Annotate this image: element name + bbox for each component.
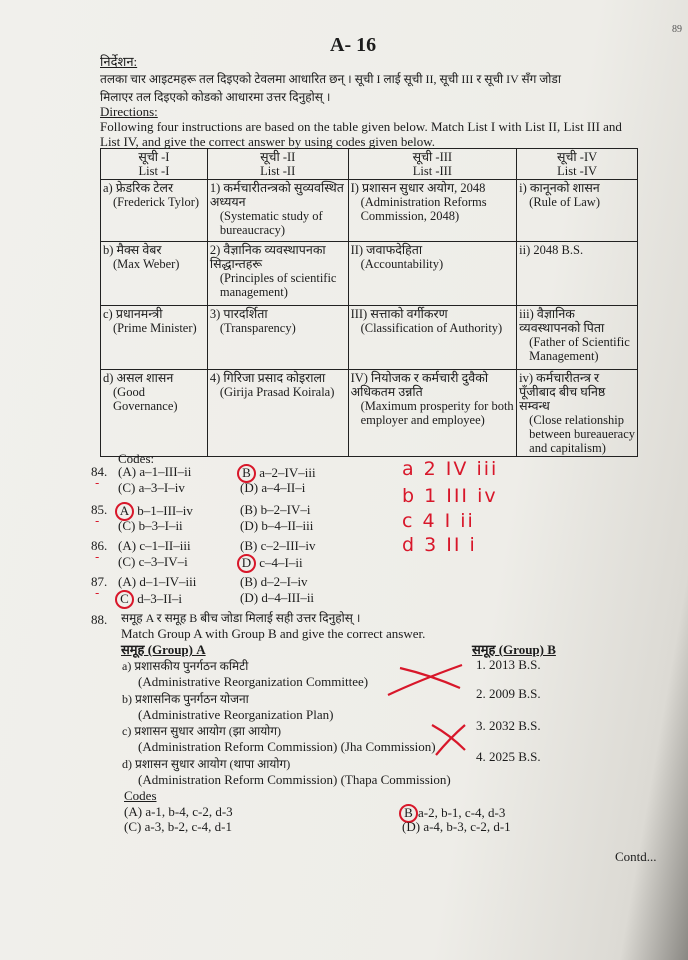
answer-option[interactable] (240, 538, 315, 554)
nepali-instruction-2: मिलाएर तल दिइएको कोडको आधारमा उत्तर दिनुहोस् । (100, 90, 331, 104)
group-a-item-en: (Administration Reform Commission) (Thapa Commission) (138, 771, 451, 787)
marked-option-letter: B (237, 464, 256, 483)
answer-option[interactable] (118, 574, 196, 590)
paren: ) (131, 464, 140, 479)
option-text: a–4–II–i (261, 480, 306, 495)
paren: ( (124, 819, 129, 834)
tick-mark: - (95, 550, 100, 564)
cell-np: 1) कर्मचारीतन्त्रको सुव्यवस्थित अध्ययन (209, 181, 344, 209)
option-text: a–3–I–iv (138, 480, 185, 495)
cell-en: (Good Governance) (113, 385, 178, 413)
header-np: सूची -IV (557, 150, 598, 164)
header-list-2 (207, 149, 348, 180)
table-cell (517, 370, 638, 457)
paren: ) (131, 518, 139, 533)
cell-en: (Max Weber) (113, 257, 180, 271)
header-en: List -II (260, 164, 296, 178)
answer-option[interactable] (240, 574, 308, 590)
answer-option[interactable] (240, 554, 303, 573)
paren: ( (124, 804, 129, 819)
option-text: d–1–IV–iii (139, 574, 197, 589)
paren: ( (240, 518, 245, 533)
paren: ) (253, 502, 261, 517)
header-np: सूची -III (412, 150, 453, 164)
option-letter: D (244, 480, 254, 495)
header-list-1 (101, 149, 208, 180)
cell-np: 2) वैज्ञानिक व्यवस्थापनका सिद्धान्तहरू (209, 243, 326, 271)
header-en: List -I (138, 164, 170, 178)
cell-np: I) प्रशासन सुधार अयोग, 2048 (350, 181, 486, 195)
paren: ( (118, 518, 123, 533)
option-letter: D (406, 819, 416, 834)
directions-heading: Directions: (100, 104, 158, 119)
option-text: c–1–II–iii (139, 538, 191, 553)
option-letter: D (244, 590, 254, 605)
cell-np: II) जवाफदेहिता (350, 243, 423, 257)
answer-option[interactable] (240, 502, 310, 518)
paren: ) (253, 574, 261, 589)
paren: ( (240, 480, 245, 495)
cell-np: i) कानूनको शासन (519, 181, 600, 195)
answer-option[interactable] (240, 480, 305, 496)
paren: ( (118, 554, 123, 569)
cell-np: ii) 2048 B.S. (519, 243, 584, 257)
table-row (101, 306, 638, 370)
table-cell (101, 370, 208, 457)
option-letter: B (244, 574, 254, 589)
table-cell (348, 306, 517, 370)
group-a-item-np: d) प्रशासन सुधार आयोग (थापा आयोग) (122, 756, 291, 771)
table-row (101, 180, 638, 242)
option-text: b–3–I–ii (138, 518, 183, 533)
cell-en: (Systematic study of bureaucracy) (219, 209, 323, 237)
table-cell (517, 180, 638, 242)
table-cell (348, 370, 517, 457)
table-cell (207, 306, 348, 370)
handwritten-note: d 3 II i (402, 534, 477, 556)
continued-label: Contd... (615, 849, 657, 864)
table-row (101, 370, 638, 457)
table-cell (348, 242, 517, 306)
group-b-item: 4. 2025 B.S. (476, 749, 541, 764)
paren: ( (240, 502, 245, 517)
group-a-item-np: a) प्रशासकीय पुनर्गठन कमिटी (122, 659, 249, 673)
paren: ) (253, 590, 262, 605)
answer-option[interactable] (124, 804, 233, 820)
answer-option[interactable] (240, 590, 314, 606)
codes-label: Codes: (118, 451, 155, 466)
paren: ) (137, 819, 145, 834)
table-cell (207, 242, 348, 306)
paren: ( (118, 464, 123, 479)
table-cell (101, 242, 208, 306)
cell-en: (Maximum prosperity for both employer and employee) (360, 399, 514, 427)
answer-option[interactable] (118, 554, 188, 570)
cell-np: IV) नियोजक र कर्मचारी दुवैको अधिकतम उन्नति (350, 371, 489, 399)
table-cell (348, 180, 517, 242)
table-header-row (101, 149, 638, 180)
group-b-item: 2. 2009 B.S. (476, 686, 541, 701)
page-corner-number: 89 (672, 24, 682, 35)
question-number: 85. (91, 502, 108, 517)
table-row (101, 242, 638, 306)
option-letter: C (122, 518, 132, 533)
cell-en: (Prime Minister) (113, 321, 197, 335)
option-letter: B (244, 502, 254, 517)
paren: ( (118, 574, 123, 589)
group-a-heading: समूह (Group) A (121, 642, 206, 657)
option-text: a-4, b-3, c-2, d-1 (423, 819, 511, 834)
nepali-instruction-1: तलका चार आइटमहरू तल दिइएको टेवलमा आधारित छन् । सूची I लाई सूची II, सूची III र सूची IV सँग जोडा (100, 72, 561, 86)
question-number: 86. (91, 538, 108, 553)
paren: ) (131, 574, 140, 589)
paren: ( (118, 480, 123, 495)
handwritten-cross-marks (380, 660, 480, 760)
cell-en: (Principles of scientific management) (219, 271, 337, 299)
q88-number: 88. (91, 612, 108, 627)
option-text: a–1–III–ii (139, 464, 192, 479)
option-letter: A (128, 804, 138, 819)
answer-option[interactable] (118, 590, 182, 609)
marked-option-letter: D (237, 554, 256, 573)
option-text: a–2–IV–iii (259, 465, 316, 480)
group-a-item-en: (Administration Reform Commission) (Jha Commission) (138, 739, 436, 754)
answer-option[interactable] (124, 819, 232, 835)
option-text: a-2, b-1, c-4, d-3 (418, 805, 506, 820)
nepali-heading: निर्देशन: (100, 54, 138, 69)
header-list-4 (517, 149, 638, 180)
paren: ) (415, 819, 424, 834)
table-cell (207, 180, 348, 242)
table-cell (101, 306, 208, 370)
tick-mark: - (95, 586, 100, 600)
paren: ( (240, 574, 245, 589)
marked-option-letter: B (399, 804, 418, 823)
cell-np: 3) पारदर्शिता (209, 307, 268, 321)
table-cell (101, 180, 208, 242)
q88-english: Match Group A with Group B and give the correct answer. (121, 626, 426, 641)
header-en: List -IV (557, 164, 598, 178)
question-number: 87. (91, 574, 108, 589)
paren: ( (240, 538, 245, 553)
cell-np: c) प्रधानमन्त्री (103, 307, 163, 321)
option-text: b–2–IV–i (260, 502, 311, 517)
option-text: b–1–III–iv (137, 503, 193, 518)
paren: ( (240, 590, 245, 605)
paren: ) (131, 480, 139, 495)
cell-en: (Rule of Law) (529, 195, 600, 209)
answer-option[interactable] (118, 518, 183, 534)
option-letter: C (128, 819, 138, 834)
directions-text-2: List IV, and give the correct answer by using codes given below. (100, 134, 436, 149)
cell-np: a) फ्रेडरिक टेलर (103, 181, 174, 195)
option-text: a-1, b-4, c-2, d-3 (145, 804, 233, 819)
answer-option[interactable] (118, 464, 191, 480)
option-letter: B (244, 538, 254, 553)
cell-np: iv) कर्मचारीतन्त्र र पूँजीबाद बीच घनिष्ठ सम्वन्ध (519, 371, 606, 413)
handwritten-note: a 2 IV iii (402, 458, 499, 480)
paren: ) (253, 518, 262, 533)
cell-en: (Girija Prasad Koirala) (219, 385, 335, 399)
directions-text-1: Following four instructions are based on the table given below. Match List I with List II, List III and (100, 119, 622, 134)
table-cell (517, 242, 638, 306)
option-text: d–3–II–i (137, 591, 183, 606)
option-text: d–2–I–iv (260, 574, 308, 589)
group-b-item: 1. 2013 B.S. (476, 657, 541, 672)
option-letter: A (122, 574, 132, 589)
cell-np: III) सत्ताको वर्गीकरण (350, 307, 448, 321)
cell-np: b) मैक्स वेबर (103, 243, 162, 257)
answer-option[interactable] (118, 538, 191, 554)
q88-nepali: समूह A र समूह B बीच जोडा मिलाई सही उत्तर दिनुहोस् । (121, 611, 361, 625)
cell-np: d) असल शासन (103, 371, 174, 385)
cell-en: (Administration Reforms Commission, 2048) (360, 195, 487, 223)
option-letter: C (122, 554, 132, 569)
cell-en: (Classification of Authority) (360, 321, 503, 335)
handwritten-note: c 4 I ii (402, 510, 475, 532)
cell-np: iii) वैज्ञानिक व्यवस्थापनको पिता (519, 307, 605, 335)
page-title: A- 16 (330, 34, 377, 56)
cell-en: (Accountability) (360, 257, 444, 271)
header-en: List -III (412, 164, 452, 178)
option-text: a-3, b-2, c-4, d-1 (144, 819, 232, 834)
table-cell (207, 370, 348, 457)
paren: ( (118, 538, 123, 553)
tick-mark: - (95, 514, 100, 528)
answer-option[interactable] (240, 518, 313, 534)
paren: ( (402, 819, 407, 834)
option-letter: A (122, 538, 132, 553)
marked-option-letter: C (115, 590, 134, 609)
cell-en: (Close relationship between bureauеracy and capitalism) (529, 413, 636, 455)
paren: ) (131, 538, 140, 553)
group-a-item-en: (Administrative Reorganization Plan) (138, 706, 334, 722)
cell-en: (Frederick Tylor) (113, 195, 200, 209)
option-letter: D (244, 518, 254, 533)
option-text: b–4–II–iii (261, 518, 314, 533)
paren: ) (137, 804, 146, 819)
header-list-3 (348, 149, 517, 180)
header-np: सूची -II (260, 150, 296, 164)
group-b-item: 3. 2032 B.S. (476, 718, 541, 733)
option-text: c–4–I–ii (259, 555, 303, 570)
matching-table (100, 148, 638, 457)
paren: ) (253, 538, 261, 553)
cell-np: 4) गिरिजा प्रसाद कोइराला (209, 371, 326, 385)
group-a-item-en: (Administrative Reorganization Committee) (138, 674, 369, 689)
option-text: c–2–III–iv (260, 538, 316, 553)
table-cell (517, 306, 638, 370)
group-a-item-np: b) प्रशासनिक पुनर्गठन योजना (122, 691, 249, 706)
handwritten-note: b 1 III iv (402, 485, 498, 507)
marked-option-letter: A (115, 502, 134, 521)
group-b-heading: समूह (Group) B (472, 642, 556, 657)
option-text: c–3–IV–i (138, 554, 188, 569)
option-text: d–4–III–ii (261, 590, 315, 605)
header-np: सूची -I (138, 150, 170, 164)
paren: ) (253, 480, 262, 495)
tick-mark: - (95, 476, 100, 490)
question-number: 84. (91, 464, 108, 479)
answer-option[interactable] (402, 819, 511, 835)
option-letter: A (122, 464, 132, 479)
group-a-item-np: c) प्रशासन सुधार आयोग (झा आयोग) (122, 724, 282, 738)
cell-en: (Father of Scientific Management) (529, 335, 630, 363)
answer-option[interactable] (118, 480, 185, 496)
q88-codes-label: Codes (124, 788, 157, 803)
cell-en: (Transparency) (219, 321, 296, 335)
paren: ) (131, 554, 139, 569)
option-letter: C (122, 480, 132, 495)
